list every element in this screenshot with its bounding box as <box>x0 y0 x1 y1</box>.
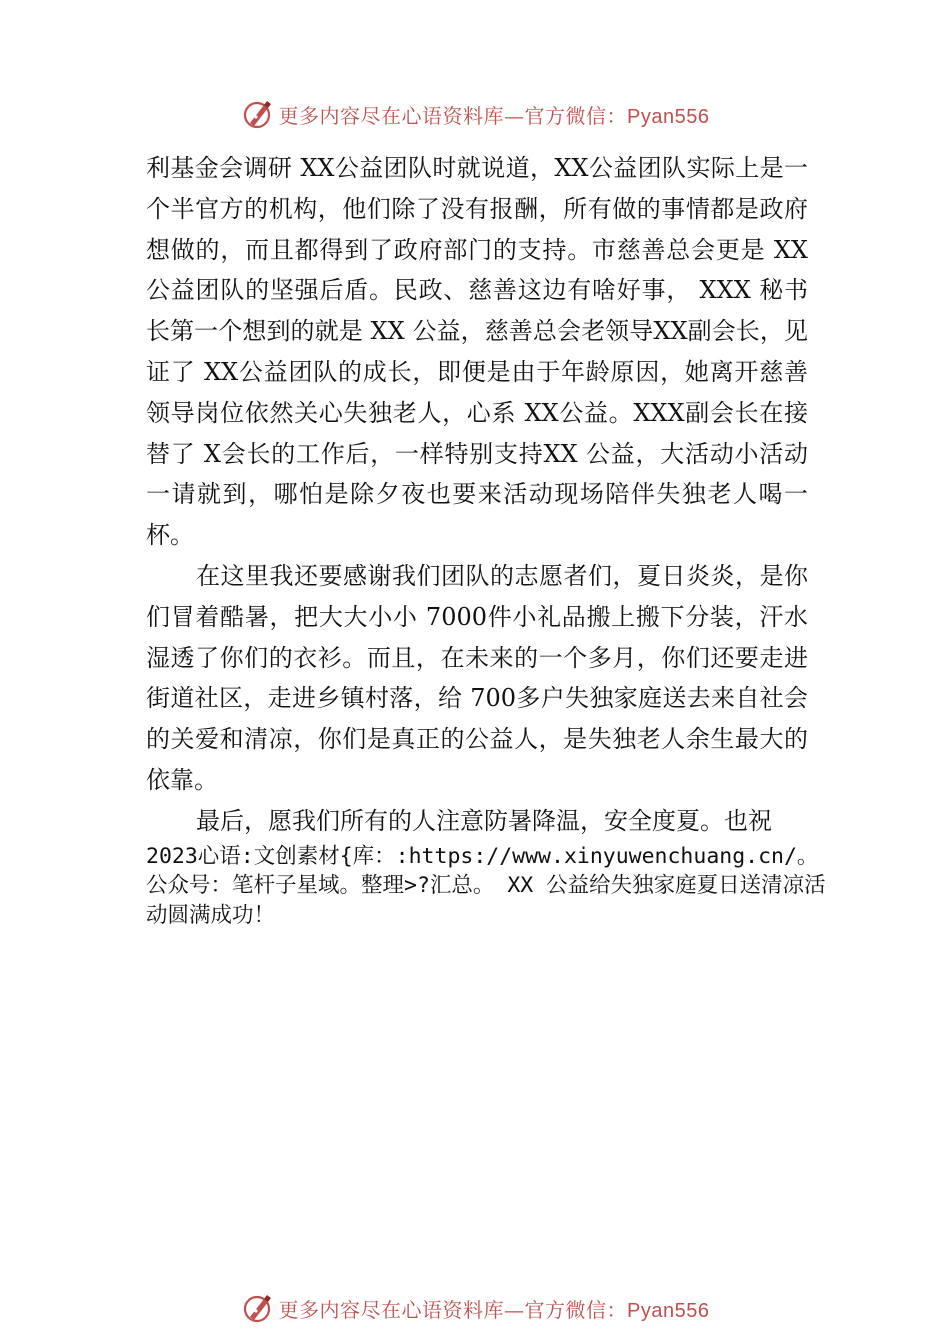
pen-logo-icon <box>241 96 277 132</box>
banner-handle: Pyan556 <box>627 105 710 128</box>
paragraph-1: 利基金会调研 XX公益团队时就说道，XX公益团队实际上是一个半官方的机构，他们除了没有报酬，所有做的事情都是政府想做的，而且都得到了政府部门的支持。市慈善总会更是 XX公益团队的坚强后盾。民政、慈善这边有啥好事， XXX 秘书长第一个想到的就是 XX 公益，慈善总会老领导XX副会长，见证了 XX公益团队的成长，即便是由于年龄原因，她离开慈善领导岗位依然关心失独老人，心系 XX公益。XXX副会长在接替了 X会长的工作后，一样特别支持XX 公益，大活动小活动一请就到，哪怕是除夕夜也要来活动现场陪伴失独老人喝一杯。 <box>146 154 808 550</box>
banner-text: 更多内容尽在心语资料库—官方微信：Pyan556 <box>278 1297 710 1322</box>
paragraph-3: 最后，愿我们所有的人注意防暑降温，安全度夏。也祝 <box>196 806 772 835</box>
banner-handle: Pyan556 <box>627 1299 710 1322</box>
paragraph-2: 在这里我还要感谢我们团队的志愿者们，夏日炎炎，是你们冒着酷暑，把大大小小 7000件小礼品搬上搬下分装，汗水湿透了你们的衣衫。而且，在未来的一个多月，你们还要走进街道社区，走进乡镇村落，给 700多户失独家庭送去来自社会的关爱和清凉，你们是真正的公益人，是失独老人余生最大的依靠。 <box>146 561 808 794</box>
pen-logo-icon <box>241 1290 277 1326</box>
banner-text: 更多内容尽在心语资料库—官方微信：Pyan556 <box>278 103 710 128</box>
footer-banner <box>0 1288 950 1328</box>
header-banner <box>0 94 950 134</box>
document-body <box>146 148 826 930</box>
footer-note: 2023心语:文创素材{库：:https://www.xinyuwenchuang.cn/。公众号：笔杆子星域。整理>?汇总。 XX 公益给失独家庭夏日送清凉活动圆满成功！ <box>146 843 826 928</box>
